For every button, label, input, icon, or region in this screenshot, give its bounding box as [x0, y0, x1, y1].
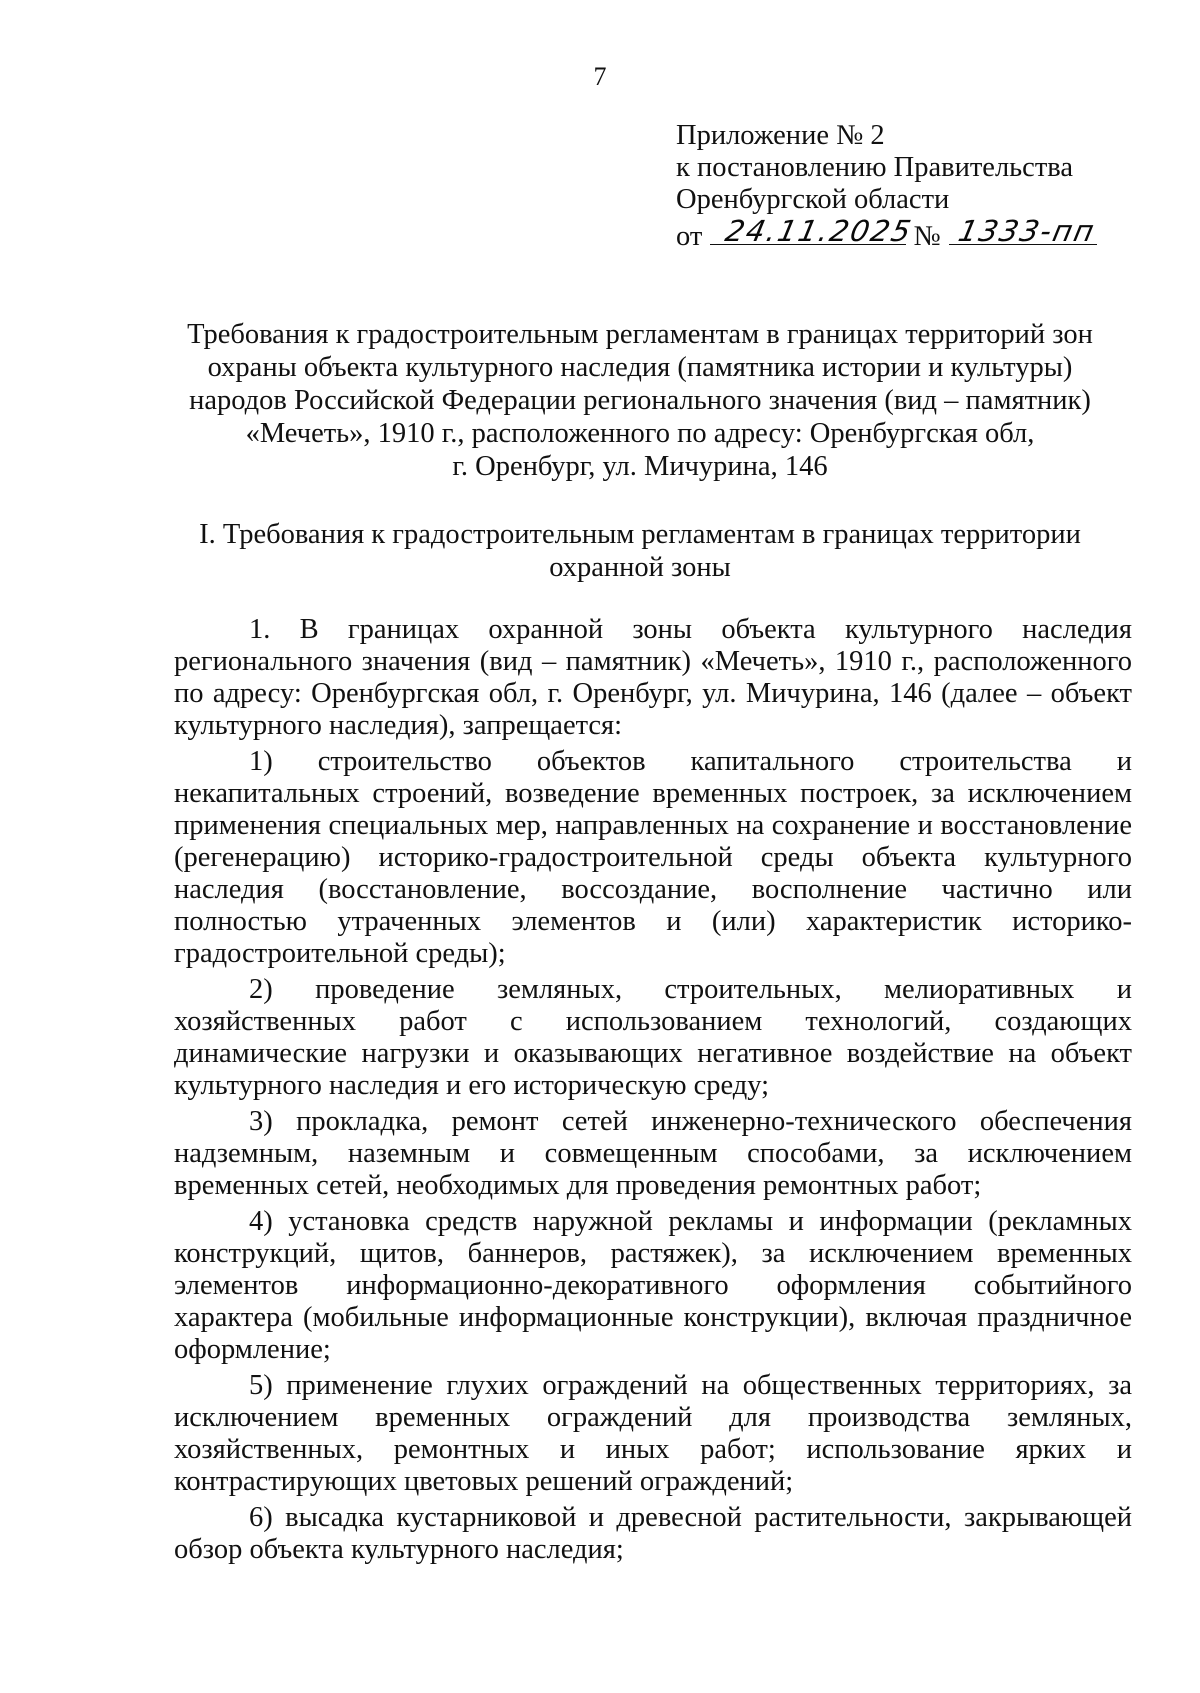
number-prefix: № [913, 221, 941, 252]
appendix-resolution-line: к постановлению Правительства [676, 152, 1074, 183]
handwritten-date: 24.11.2025 [722, 214, 917, 248]
section-heading-line: охранной зоны [549, 552, 731, 583]
paragraph-intro: 1. В границах охранной зоны объекта культурного наследия регионального значения (вид – памятник) «Мечеть», 1910 г., расположенного по адресу: Оренбургская обл, г. Оренбург, ул. Мичурина, 146 (далее – объект культурного наследия), запрещается: [174, 614, 1132, 741]
title-line: «Мечеть», 1910 г., расположенного по адресу: Оренбургская обл, [245, 418, 1035, 449]
handwritten-number: 1333-пп [955, 214, 1099, 248]
appendix-title: Приложение № 2 [676, 120, 885, 151]
document-title [170, 318, 1110, 483]
list-item-3: 3) прокладка, ремонт сетей инженерно-технического обеспечения надземным, наземным и совмещенным способами, за исключением временных сетей, необходимых для проведения ремонтных работ; [174, 1106, 1132, 1201]
section-heading-line: I. Требования к градостроительным регламентам в границах территории [199, 519, 1081, 550]
number-underline [949, 214, 1099, 248]
list-item-1: 1) строительство объектов капитального строительства и некапитальных строений, возведение временных построек, за исключением применения специальных мер, направленных на сохранение и восстановление (регенерацию) историко-градостроительной среды объекта культурного наследия (восстановление, воссоздание, восполнение частично или полностью утраченных элементов и (или) характеристик историко-градостроительной среды); [174, 746, 1132, 969]
title-line: народов Российской Федерации регионального значения (вид – памятник) [189, 385, 1091, 416]
date-prefix: от [676, 221, 703, 252]
title-line: г. Оренбург, ул. Мичурина, 146 [452, 451, 828, 482]
list-item-5: 5) применение глухих ограждений на общественных территориях, за исключением временных ограждений для производства земляных, хозяйственных, ремонтных и иных работ; использование ярких и контрастирующих цветовых решений ограждений; [174, 1370, 1132, 1497]
title-line: охраны объекта культурного наследия (памятника истории и культуры) [207, 352, 1073, 383]
title-line: Требования к градостроительным регламентам в границах территорий зон [187, 319, 1093, 350]
page-number: 7 [593, 62, 607, 91]
appendix-block [676, 120, 1176, 253]
list-item-6: 6) высадка кустарниковой и древесной растительности, закрывающей обзор объекта культурного наследия; [174, 1502, 1132, 1565]
list-item-4: 4) установка средств наружной рекламы и информации (рекламных конструкций, щитов, баннеров, растяжек), за исключением временных элементов информационно-декоративного оформления событийного характера (мобильные информационные конструкции), включая праздничное оформление; [174, 1206, 1132, 1365]
date-underline [710, 214, 917, 248]
body-text [174, 614, 1132, 1570]
appendix-region-line: Оренбургской области [676, 184, 950, 215]
appendix-date-number-line [676, 216, 1176, 253]
section-heading [170, 518, 1110, 584]
list-item-2: 2) проведение земляных, строительных, мелиоративных и хозяйственных работ с использованием технологий, создающих динамические нагрузки и оказывающих негативное воздействие на объект культурного наследия и его историческую среду; [174, 974, 1132, 1101]
